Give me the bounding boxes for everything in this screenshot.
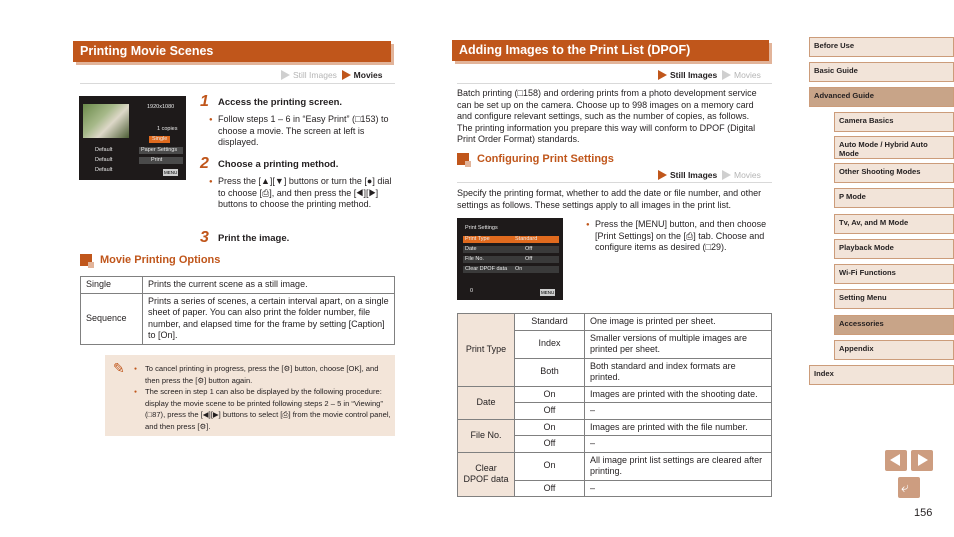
option-cell: Both bbox=[515, 358, 585, 386]
step-2-number: 2 bbox=[200, 155, 209, 172]
option-desc: Prints a series of scenes, a certain interval apart, on a single sheet of paper. You can also print the folder number, file number, and elapsed time for the frame by setting [Caption] to [On]. bbox=[143, 293, 395, 344]
option-name: Sequence bbox=[81, 293, 143, 344]
next-page-button[interactable] bbox=[911, 450, 933, 471]
sub-mode-divider bbox=[457, 182, 772, 183]
screen-menu: MENU bbox=[541, 290, 555, 295]
sidebar-item-setting-menu[interactable]: Setting Menu bbox=[834, 289, 954, 309]
screen-single: Single bbox=[149, 136, 170, 143]
group-cell: File No. bbox=[458, 419, 515, 452]
desc-cell: One image is printed per sheet. bbox=[585, 314, 772, 331]
mode-movies-label: Movies bbox=[733, 170, 761, 180]
option-cell: On bbox=[515, 419, 585, 436]
photo-thumbnail bbox=[83, 104, 129, 138]
movie-options-table bbox=[80, 276, 395, 345]
step-1-text: ● Follow steps 1 – 6 in “Easy Print” (□153) to choose a movie. The screen at left is displayed. bbox=[218, 114, 390, 149]
sub-mode-indicator bbox=[658, 170, 761, 180]
desc-cell: Images are printed with the file number. bbox=[585, 419, 772, 436]
group-cell: Print Type bbox=[458, 314, 515, 387]
mode-still-label: Still Images bbox=[670, 170, 718, 180]
return-icon: ⤶ bbox=[901, 479, 909, 495]
still-images-icon bbox=[658, 170, 667, 180]
left-section-title: Printing Movie Scenes bbox=[73, 41, 391, 62]
screen-count: 0 bbox=[470, 288, 474, 294]
desc-cell: Smaller versions of multiple images are printed per sheet. bbox=[585, 330, 772, 358]
table-row bbox=[458, 452, 772, 480]
sidebar-item-index[interactable]: Index bbox=[809, 365, 954, 385]
return-button[interactable] bbox=[898, 477, 920, 498]
screen-row-label: Clear DPOF data bbox=[463, 266, 559, 273]
screen-resolution: 1920x1080 bbox=[147, 104, 175, 110]
screen-row-value: Off bbox=[525, 256, 533, 262]
sidebar-item-other-shooting-modes[interactable]: Other Shooting Modes bbox=[834, 163, 954, 183]
movies-icon bbox=[342, 70, 351, 80]
pencil-icon: ✎ bbox=[113, 360, 125, 376]
previous-page-button[interactable] bbox=[885, 450, 907, 471]
sidebar-item-wifi-functions[interactable]: Wi-Fi Functions bbox=[834, 264, 954, 284]
camera-screen-print-movie bbox=[79, 96, 186, 180]
movie-printing-options-heading: Movie Printing Options bbox=[80, 254, 220, 266]
movies-icon bbox=[722, 70, 731, 80]
screen-row-value: On bbox=[515, 266, 523, 272]
desc-cell: Both standard and index formats are printed. bbox=[585, 358, 772, 386]
table-row bbox=[81, 293, 395, 344]
desc-cell: Images are printed with the shooting date. bbox=[585, 386, 772, 403]
step-3-title: Print the image. bbox=[218, 233, 290, 244]
movies-icon bbox=[722, 170, 731, 180]
table-row bbox=[458, 419, 772, 436]
sidebar-item-camera-basics[interactable]: Camera Basics bbox=[834, 112, 954, 132]
still-images-icon bbox=[281, 70, 290, 80]
left-mode-indicator bbox=[281, 70, 383, 80]
note-item-1: ● To cancel printing in progress, press the [⚙] button, choose [OK], and then press the [⚙] button again. bbox=[145, 363, 391, 386]
option-name: Single bbox=[81, 277, 143, 294]
step-1-title: Access the printing screen. bbox=[218, 97, 343, 108]
option-cell: On bbox=[515, 452, 585, 480]
print-settings-table bbox=[457, 313, 772, 497]
option-cell: Off bbox=[515, 436, 585, 453]
group-cell: Date bbox=[458, 386, 515, 419]
sidebar-item-tv-av-m-mode[interactable]: Tv, Av, and M Mode bbox=[834, 214, 954, 234]
sidebar-item-before-use[interactable]: Before Use bbox=[809, 37, 954, 57]
screen-row-label: Print Type bbox=[463, 236, 559, 243]
sidebar-item-playback-mode[interactable]: Playback Mode bbox=[834, 239, 954, 259]
table-row bbox=[81, 277, 395, 294]
right-mode-indicator bbox=[658, 70, 761, 80]
screen-row-value: Standard bbox=[515, 236, 538, 242]
screen-copies: 1 copies bbox=[157, 126, 178, 132]
camera-screen-print-settings bbox=[457, 218, 563, 300]
desc-cell: – bbox=[585, 480, 772, 497]
desc-cell: – bbox=[585, 436, 772, 453]
sidebar-item-auto-mode[interactable]: Auto Mode / Hybrid Auto Mode bbox=[834, 136, 954, 159]
screen-default-2: Default bbox=[95, 157, 113, 163]
mode-movies-label: Movies bbox=[353, 70, 383, 80]
arrow-right-icon bbox=[918, 454, 928, 466]
option-cell: On bbox=[515, 386, 585, 403]
step-2-text: ● Press the [▲][▼] buttons or turn the [●] dial to choose [⎙], and then press the [◀][▶] buttons to choose the printing method. bbox=[218, 176, 392, 211]
sidebar-item-p-mode[interactable]: P Mode bbox=[834, 188, 954, 208]
print-settings-intro: Specify the printing format, whether to add the date or file number, and other settings as follows. These settings apply to all images in the print list. bbox=[457, 188, 762, 210]
option-desc: Prints the current scene as a still image. bbox=[143, 277, 395, 294]
screen-row-value: Off bbox=[525, 246, 533, 252]
page-number: 156 bbox=[914, 507, 933, 519]
mode-still-label: Still Images bbox=[670, 70, 718, 80]
option-cell: Index bbox=[515, 330, 585, 358]
configuring-print-settings-heading: Configuring Print Settings bbox=[457, 153, 614, 165]
sidebar-item-accessories[interactable]: Accessories bbox=[834, 315, 954, 335]
right-mode-divider bbox=[457, 83, 772, 84]
screen-row-label: Date bbox=[463, 246, 559, 253]
sidebar-item-basic-guide[interactable]: Basic Guide bbox=[809, 62, 954, 82]
note-item-2: ● The screen in step 1 can also be displayed by the following procedure: display the movie scene to be printed following steps 2 – 5 in “Viewing” (□87), press the [◀][▶] buttons to select [⎙] from the movie control panel, and then press [⚙]. bbox=[145, 386, 391, 432]
table-row bbox=[458, 386, 772, 403]
note-box bbox=[105, 355, 395, 436]
group-cell: Clear DPOF data bbox=[458, 452, 515, 497]
mode-still-label: Still Images bbox=[293, 70, 337, 80]
screen-paper-settings: Paper Settings bbox=[139, 147, 183, 154]
screen-print: Print bbox=[139, 157, 183, 164]
desc-cell: All image print list settings are cleared after printing. bbox=[585, 452, 772, 480]
dpof-intro: Batch printing (□158) and ordering prints from a photo development service can be set up on the camera. Choose up to 998 images on a memory card and configure relevant settings, such as the number of copies, as follows. The printing information you prepare this way will conform to DPOF (Digital Print Order Format) standards. bbox=[457, 88, 757, 144]
left-mode-divider bbox=[80, 83, 395, 84]
screen-default-1: Default bbox=[95, 147, 113, 153]
step-3-number: 3 bbox=[200, 229, 209, 246]
table-row bbox=[458, 314, 772, 331]
step-2-title: Choose a printing method. bbox=[218, 159, 339, 170]
screen-row-label: File No. bbox=[463, 256, 559, 263]
arrow-left-icon bbox=[890, 454, 900, 466]
option-cell: Off bbox=[515, 403, 585, 420]
still-images-icon bbox=[658, 70, 667, 80]
sidebar-item-appendix[interactable]: Appendix bbox=[834, 340, 954, 360]
option-cell: Standard bbox=[515, 314, 585, 331]
mode-movies-label: Movies bbox=[733, 70, 761, 80]
print-settings-bullet: ● Press the [MENU] button, and then choose [Print Settings] on the [⎙] tab. Choose and configure items as desired (□29). bbox=[595, 219, 768, 254]
screen-title: Print Settings bbox=[465, 225, 498, 231]
desc-cell: – bbox=[585, 403, 772, 420]
right-section-title: Adding Images to the Print List (DPOF) bbox=[452, 40, 769, 61]
screen-menu: MENU bbox=[164, 170, 178, 175]
sidebar-item-advanced-guide[interactable]: Advanced Guide bbox=[809, 87, 954, 107]
option-cell: Off bbox=[515, 480, 585, 497]
step-1-number: 1 bbox=[200, 93, 209, 110]
screen-default-3: Default bbox=[95, 167, 113, 173]
